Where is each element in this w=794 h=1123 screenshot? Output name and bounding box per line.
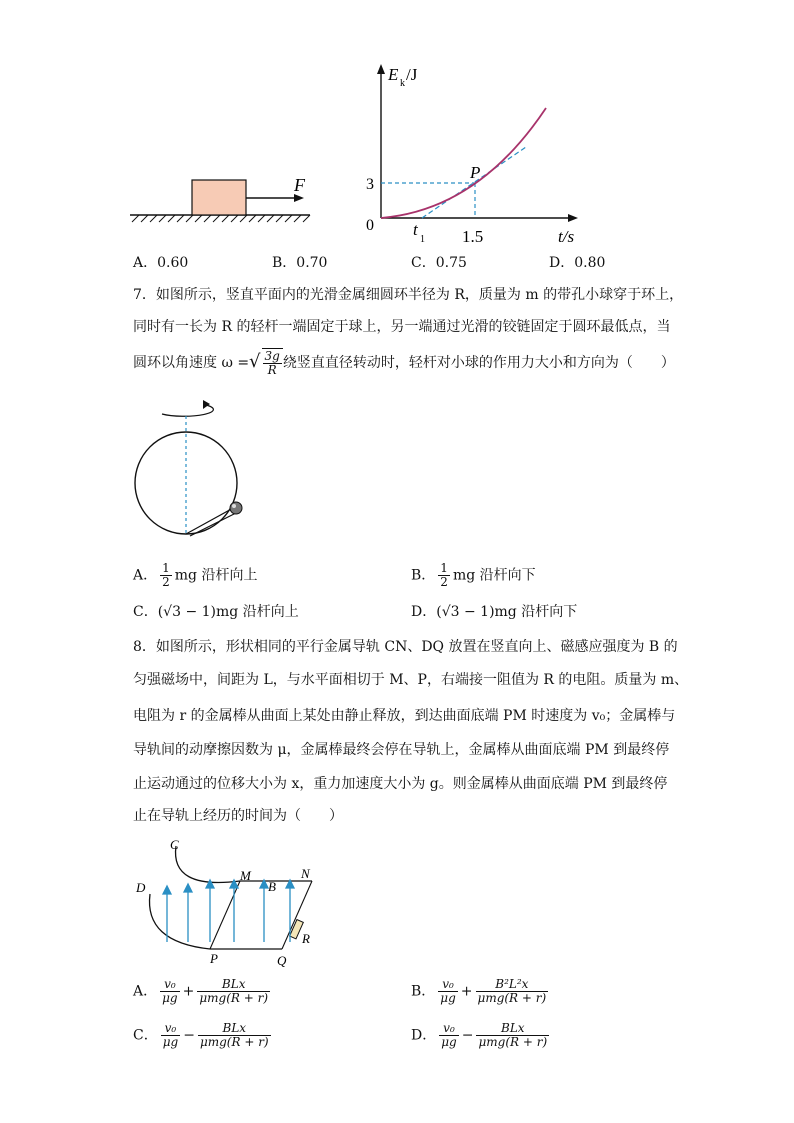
frac2-numerator: BLx — [476, 1022, 549, 1036]
block — [192, 180, 246, 215]
rotation-arrowhead — [203, 400, 210, 409]
frac1-denominator: μg — [441, 1035, 457, 1049]
option-letter: C． — [133, 1027, 158, 1044]
operator: − — [183, 1027, 195, 1044]
coef-denominator: 2 — [162, 575, 170, 589]
line-pm — [210, 881, 240, 949]
q7-option-a — [133, 562, 257, 589]
frac2-numerator: B²L²x — [476, 978, 549, 992]
q7-option-d — [411, 605, 577, 619]
label-b: B — [268, 879, 276, 894]
rod-edge-2 — [190, 512, 238, 536]
frac2-numerator: BLx — [198, 1022, 271, 1036]
t1-sub: 1 — [420, 234, 425, 245]
frac1-denominator: μg — [162, 991, 178, 1005]
sqrt-sign: √ — [249, 351, 261, 372]
q8-line-4: 导轨间的动摩擦因数为 μ，金属棒最终会停在导轨上，金属棒从曲面底端 PM 到最终停 — [133, 742, 670, 758]
label-d: D — [136, 880, 146, 895]
small-ball — [230, 502, 242, 514]
q7-option-c — [133, 605, 299, 619]
label-r: R — [302, 931, 310, 946]
label-p: P — [210, 951, 218, 966]
rail-cn-curve — [176, 846, 240, 883]
frac2-denominator: μmg(R + r) — [477, 991, 547, 1005]
option-text: 0.80 — [574, 255, 606, 271]
q7-line-3-pre: 圆环以角速度 ω = — [133, 355, 250, 371]
ring-figure — [130, 395, 250, 560]
frac1-numerator: v₀ — [161, 1022, 180, 1036]
frac1-denominator: μg — [440, 991, 456, 1005]
option-text: 0.70 — [296, 255, 328, 271]
frac1-numerator: v₀ — [160, 978, 179, 992]
force-label: F — [294, 175, 305, 195]
t1-label: t — [413, 220, 418, 239]
option-letter: B． — [411, 983, 436, 1000]
option-letter: A． — [133, 983, 158, 1000]
operator: + — [460, 983, 473, 1000]
frac2-numerator: BLx — [197, 978, 270, 992]
x-axis-arrowhead — [568, 214, 578, 222]
x-axis-label: t/s — [558, 227, 575, 246]
operator: − — [461, 1027, 474, 1044]
q6-option-c — [411, 256, 467, 270]
q8-line-5: 止运动通过的位移大小为 x，重力加速度大小为 g。则金属棒从曲面底端 PM 到最终停 — [133, 776, 668, 792]
force-arrowhead — [294, 194, 304, 202]
y-tick-3: 3 — [366, 176, 374, 193]
y-axis-label-e: E — [388, 65, 399, 84]
q8-option-b — [411, 978, 551, 1005]
q7-option-b — [411, 562, 536, 589]
q7-line-2: 同时有一长为 R 的轻杆一端固定于球上，另一端通过光滑的铰链固定于圆环最低点，当 — [133, 319, 671, 335]
option-letter: B． — [272, 255, 297, 271]
ball-highlight — [232, 504, 236, 508]
option-text: mg 沿杆向上 — [174, 567, 258, 584]
q8-line-6: 止在导轨上经历的时间为（ ） — [133, 808, 343, 824]
q8-option-c — [133, 1022, 274, 1049]
frac2-denominator: μmg(R + r) — [199, 1035, 269, 1049]
frac1-numerator: v₀ — [438, 978, 457, 992]
rails-figure — [130, 834, 330, 972]
q8-line-2: 匀强磁场中，间距为 L，与水平面相切于 M、P，右端接一阻值为 R 的电阻。质量为 m、 — [133, 672, 689, 688]
block-figure — [128, 170, 318, 230]
option-letter: D． — [549, 255, 575, 271]
operator: + — [182, 983, 195, 1000]
rod-edge-1 — [186, 507, 235, 534]
option-letter: A． — [133, 255, 158, 271]
q6-option-d — [549, 256, 605, 270]
ground-hatching — [132, 215, 310, 222]
label-n: N — [301, 866, 310, 881]
option-text: 0.75 — [435, 255, 467, 271]
option-text: 0.60 — [157, 255, 189, 271]
frac1-denominator: μg — [162, 1035, 179, 1049]
point-p-label: P — [470, 163, 481, 182]
ek-curve — [381, 108, 546, 218]
sqrt-numerator: 3g — [264, 348, 280, 363]
label-m: M — [240, 868, 251, 883]
q6-option-b — [272, 256, 327, 270]
y-axis-label-sub: k — [400, 78, 405, 89]
x-tick-1-5: 1.5 — [462, 227, 484, 246]
option-letter: D． — [411, 1027, 437, 1044]
option-letter: A． — [133, 567, 158, 584]
rail-dq-curve — [150, 894, 211, 949]
q7-line-1: 7．如图所示，竖直平面内的光滑金属细圆环半径为 R，质量为 m 的带孔小球穿于环上， — [133, 287, 684, 303]
q7-line-3-post: 绕竖直直径转动时，轻杆对小球的作用力大小和方向为（ ） — [282, 355, 675, 371]
frac1-numerator: v₀ — [439, 1022, 458, 1036]
label-q: Q — [277, 953, 287, 968]
ek-t-graph — [360, 62, 590, 248]
y-axis-arrowhead — [377, 64, 385, 74]
option-letter: D． — [411, 604, 437, 620]
coef-numerator: 1 — [440, 561, 448, 575]
option-text: mg 沿杆向下 — [452, 567, 536, 584]
q8-option-d — [411, 1022, 552, 1049]
q8-line-1: 8．如图所示，形状相同的平行金属导轨 CN、DQ 放置在竖直向上、磁感应强度为 B 的 — [133, 639, 678, 655]
frac2-denominator: μmg(R + r) — [478, 1035, 548, 1049]
q6-option-a — [133, 256, 188, 270]
origin-label: 0 — [366, 217, 374, 234]
option-letter: B． — [411, 567, 436, 584]
q7-line-3 — [133, 348, 675, 377]
option-text: (√3 − 1)mg 沿杆向上 — [157, 604, 299, 620]
frac2-denominator: μmg(R + r) — [199, 991, 269, 1005]
coef-denominator: 2 — [440, 575, 448, 589]
sqrt-denominator: R — [267, 362, 277, 377]
option-text: (√3 − 1)mg 沿杆向下 — [436, 604, 578, 620]
coef-numerator: 1 — [162, 561, 170, 575]
label-c: C — [170, 837, 179, 852]
q8-line-3: 电阻为 r 的金属棒从曲面上某处由静止释放，到达曲面底端 PM 时速度为 v₀；金属棒与 — [133, 708, 676, 724]
q8-option-a — [133, 978, 273, 1005]
option-letter: C． — [411, 255, 436, 271]
y-axis-label-unit: /J — [406, 65, 418, 84]
option-letter: C． — [133, 604, 158, 620]
